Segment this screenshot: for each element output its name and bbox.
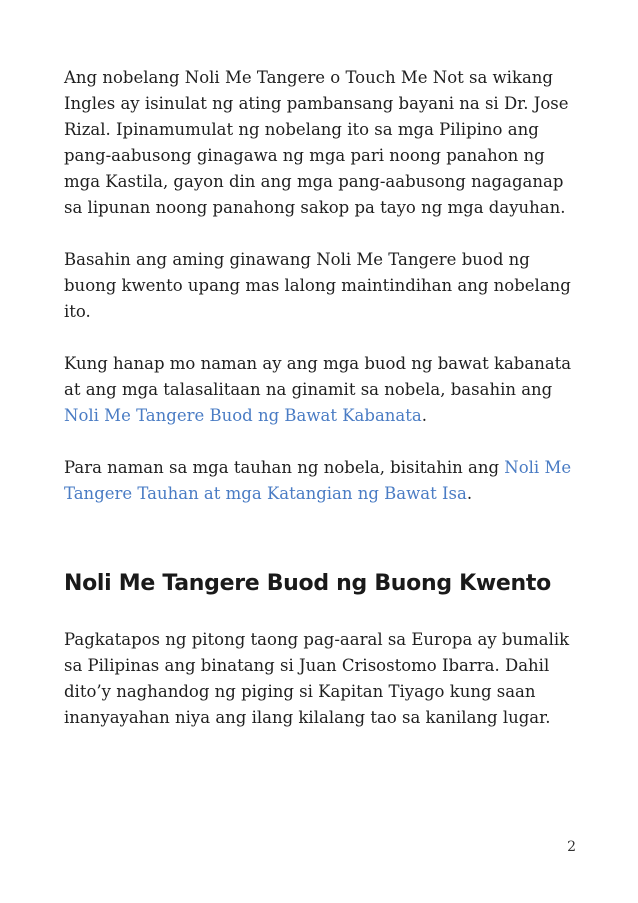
chapter-summary-paragraph <box>64 351 574 429</box>
chapter-summary-period: . <box>421 406 427 425</box>
chapter-summary-text: Kung hanap mo naman ay ang mga buod ng bawat kabanata at ang mga talasalitaan na ginamit sa nobela, basahin ang <box>64 354 572 399</box>
characters-period: . <box>466 484 473 503</box>
page-number: 2 <box>567 839 576 855</box>
characters-paragraph <box>64 455 574 507</box>
story-paragraph: Pagkatapos ng pitong taong pag-aaral sa Europa ay bumalik sa Pilipinas ang binatang si Juan Crisostomo Ibarra. Dahil dito’y naghandog ng piging si Kapitan Tiyago kung saan inanyayahan niya ang ilang kilalang tao sa kanilang lugar. <box>64 630 570 727</box>
characters-text: Para naman sa mga tauhan ng nobela, bisitahin ang <box>64 458 505 477</box>
characters-link[interactable]: Noli Me Tangere Tauhan at mga Katangian ng Bawat Isa <box>64 458 572 503</box>
section-heading: Noli Me Tangere Buod ng Buong Kwento <box>64 571 551 596</box>
intro-paragraph: Ang nobelang Noli Me Tangere o Touch Me Not sa wikang Ingles ay isinulat ng ating pambansang bayani na si Dr. Jose Rizal. Ipinamumulat ng nobelang ito sa mga Pilipino ang pang-aabusong ginagawa ng mga pari noong panahon ng mga Kastila, gayon din ang mga pang-aabusong nagaganap sa lipunan noong panahong sakop pa tayo ng mga dayuhan. <box>64 68 569 217</box>
read-summary-paragraph: Basahin ang aming ginawang Noli Me Tangere buod ng buong kwento upang mas lalong maintindihan ang nobelang ito. <box>64 250 571 321</box>
chapter-summary-link[interactable]: Noli Me Tangere Buod ng Bawat Kabanata <box>64 406 422 425</box>
page-content <box>64 65 574 731</box>
